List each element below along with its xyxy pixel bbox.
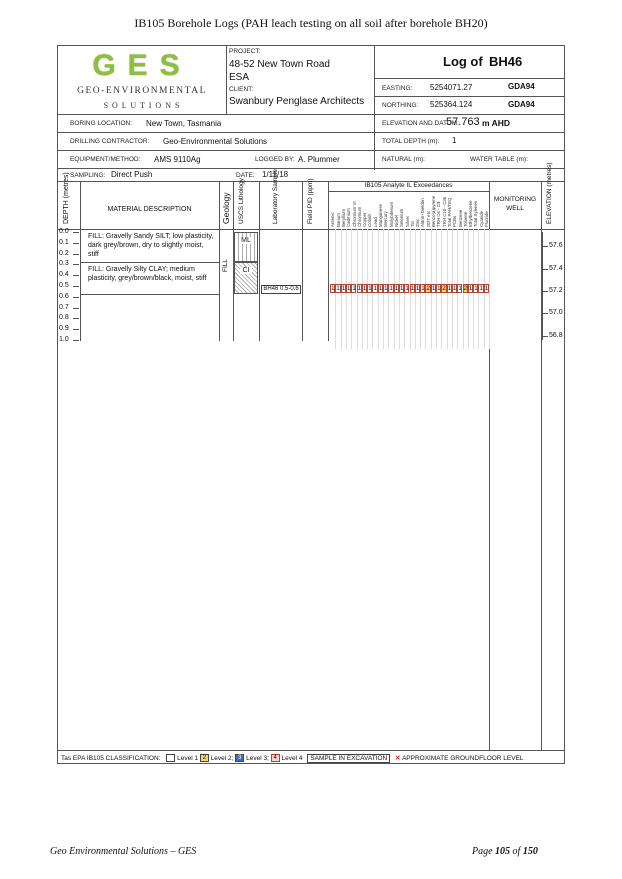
analyte-name: Nickel	[393, 215, 399, 227]
exceedance-cell: 1	[468, 285, 473, 292]
depth-tick	[73, 286, 79, 287]
elevation-label: ELEVATION AND DATUM:	[382, 120, 459, 127]
exceedance-cell: 2	[426, 285, 431, 292]
legend-sample-box: SAMPLE IN EXCAVATION	[307, 754, 390, 763]
footer-page-total: 150	[522, 846, 538, 857]
exceedance-cell: 2	[463, 285, 468, 292]
exceedance-cell: 1	[405, 285, 409, 292]
exceedance-cell: 1	[368, 285, 372, 292]
exceedance-cell: 1	[362, 285, 367, 292]
depth-column-header: DEPTH (metres)	[63, 172, 70, 224]
exceedance-cell: 1	[437, 285, 441, 292]
analyte-name: Total Xylenes	[473, 200, 479, 227]
elevation-axis-line	[542, 232, 543, 340]
water-table-label: WATER TABLE (m):	[470, 156, 528, 163]
logo-letters: GES	[92, 49, 192, 82]
analyte-name: Chromium VI	[351, 201, 357, 227]
elevation-tick-label: 57.0	[549, 309, 563, 316]
legend-cross-icon: ✕	[395, 755, 401, 762]
analyte-name: Silver	[404, 216, 410, 227]
equipment-value: AMS 9110Ag	[154, 155, 201, 164]
analyte-name: TRH C10 - C36	[441, 196, 447, 227]
analyte-name: Chromium	[356, 206, 362, 227]
northing-datum: GDA94	[508, 100, 535, 109]
depth-tick	[73, 340, 79, 341]
exceedance-cell: 1	[421, 285, 425, 292]
exceedance-cell: 1	[352, 285, 356, 292]
page-title: IB105 Borehole Logs (PAH leach testing on all soil after borehole BH20)	[134, 16, 488, 30]
boring-location-label: BORING LOCATION:	[70, 120, 132, 127]
depth-tick	[73, 254, 79, 255]
exceedance-cell: 1	[331, 285, 335, 292]
footer-page-of: of	[510, 846, 523, 857]
elevation-value: 57.763	[446, 116, 480, 128]
depth-tick	[73, 264, 79, 265]
exceedance-cell: 1	[394, 285, 399, 292]
analyte-name: Copper	[362, 212, 368, 227]
analyte-name: Manganese	[378, 204, 383, 227]
uscs-ml-label: ML	[239, 237, 253, 244]
analyte-column-header: IB105 Analyte IL Exceedances	[364, 182, 453, 189]
sampling-value: Direct Push	[111, 170, 153, 179]
footer-company: Geo Environmental Solutions – GES	[50, 846, 197, 857]
legend-groundfloor: APPROXIMATE GROUNDFLOOR LEVEL	[401, 755, 524, 762]
depth-tick-label: 0.4	[59, 271, 69, 279]
project-line1: 48-52 New Town Road	[229, 59, 330, 70]
elevation-tick-label: 57.6	[549, 242, 563, 249]
exceedance-cell: 1	[447, 285, 452, 292]
legend-level2-box: 2	[200, 754, 209, 762]
analyte-gridline	[489, 229, 490, 349]
elevation-tick-label: 57.4	[549, 265, 563, 272]
exceedance-cell: 1	[399, 285, 404, 292]
analyte-name: Fluoride	[484, 211, 489, 227]
analyte-name: Cobalt	[367, 214, 373, 227]
footer-page-prefix: Page	[472, 846, 496, 857]
depth-tick-label: 0.2	[59, 249, 69, 257]
exceedance-cell: 1	[336, 285, 340, 292]
exceedance-cell: 1	[458, 285, 462, 292]
monitoring-column-header: MONITORING WELL	[493, 196, 537, 212]
logged-by-label: LOGGED BY:	[255, 156, 295, 163]
exceedance-cell: 2	[442, 285, 446, 292]
depth-tick	[73, 243, 79, 244]
legend-bar	[61, 753, 563, 765]
depth-tick	[73, 275, 79, 276]
legend-level4-box: 4	[271, 754, 280, 762]
sampling-label: SAMPLING:	[70, 172, 106, 179]
footer-page-number: 105	[495, 846, 511, 857]
date-label: DATE:	[236, 172, 255, 179]
footer-page	[472, 846, 538, 857]
analyte-name: Mercury	[383, 211, 389, 227]
exceedance-cell: 1	[410, 285, 415, 292]
exceedance-cell: 1	[479, 285, 484, 292]
analyte-name: Toluene	[462, 211, 468, 227]
project-label: PROJECT:	[229, 48, 261, 55]
depth-tick	[73, 329, 79, 330]
lab-column-header: Laboratory Sample	[272, 169, 279, 224]
legend-level4: Level 4	[281, 755, 303, 762]
logged-by-value: A. Plummer	[298, 155, 340, 164]
geology-fill-label: FILL	[222, 258, 229, 272]
analyte-name: DDT etc	[425, 210, 431, 227]
analyte-name: TRH C6 - C9	[436, 201, 442, 227]
analyte-name: Beryllium	[340, 208, 346, 227]
pid-column-header: Field PID (ppm)	[307, 178, 314, 224]
elevation-tick-label: 57.2	[549, 287, 563, 294]
depth-tick-label: 0.7	[59, 303, 69, 311]
legend-label: Tas EPA IB105 CLASSIFICATION:	[61, 755, 161, 762]
analyte-name: Cyanide	[478, 210, 484, 227]
easting-value: 5254071.27	[430, 83, 473, 92]
depth-tick	[73, 297, 79, 298]
analyte-name: Benzo(a)pyrene	[431, 195, 436, 227]
ges-logo	[58, 46, 226, 116]
depth-tick-label: 0.6	[59, 292, 69, 300]
depth-tick	[73, 232, 79, 233]
exceedance-cell: 1	[452, 285, 457, 292]
material-column-header: MATERIAL DESCRIPTION	[107, 206, 192, 213]
legend-level2: Level 2;	[210, 755, 234, 762]
depth-tick	[73, 318, 79, 319]
northing-label: NORTHING:	[382, 102, 419, 109]
project-line2: ESA	[229, 72, 250, 83]
elevation-tick-label: 56.8	[549, 332, 563, 339]
legend-level1: Level 1	[177, 755, 199, 762]
exceedance-cell: 1	[373, 285, 378, 292]
analyte-name: PCBs	[452, 215, 458, 227]
total-depth-value: 1	[452, 136, 457, 145]
analyte-name: Molybdenum	[388, 201, 394, 227]
layer-1-description: FILL: Gravelly Sandy SILT; low plasticity, dark grey/brown, dry to slightly moist, stiff	[88, 233, 214, 258]
analyte-name: Tin	[409, 221, 415, 227]
depth-tick-label: 0.8	[59, 314, 69, 322]
total-depth-label: TOTAL DEPTH (m):	[382, 138, 440, 145]
client-label: CLIENT:	[229, 86, 254, 93]
depth-tick	[73, 308, 79, 309]
analyte-name: Lead	[372, 217, 378, 227]
natural-label: NATURAL (m):	[382, 156, 425, 163]
analyte-name: Selenium	[399, 208, 405, 227]
exceedance-cell: 1	[431, 285, 436, 292]
uscs-ci-label: CI	[240, 267, 252, 274]
depth-tick-label: 0.3	[59, 260, 69, 268]
log-id: BH46	[489, 54, 523, 69]
log-of-label: Log of	[443, 54, 483, 69]
exceedance-cell: 1	[346, 285, 351, 292]
legend-level1-box	[166, 754, 175, 762]
exceedance-cell: 1	[389, 285, 393, 292]
boring-location-value: New Town, Tasmania	[146, 119, 222, 128]
uscs-column-header: USCS Lithology	[238, 178, 245, 224]
analyte-name: Arsenic	[330, 212, 336, 227]
date-value: 1/11/18	[262, 170, 289, 179]
equipment-label: EQUIPMENT/METHOD:	[70, 156, 141, 163]
depth-tick-label: 0.0	[59, 228, 69, 235]
exceedance-cell: 1	[357, 285, 362, 292]
exceedance-cell: 1	[474, 285, 478, 292]
easting-label: EASTING:	[382, 85, 413, 92]
uscs-ci-block	[234, 262, 258, 294]
legend-level3: Level 3;	[246, 755, 269, 762]
layer-2-description: FILL: Gravelly Silty CLAY; medium plasticity, grey/brown/black, moist, stiff	[88, 266, 207, 282]
uscs-ml-block	[234, 232, 258, 262]
borehole-log-sheet	[57, 45, 565, 764]
exceedance-cell: 1	[384, 285, 388, 292]
client-name: Swanbury Penglase Architects	[229, 96, 365, 107]
exceedance-cell: 1	[378, 285, 383, 292]
depth-tick-label: 0.5	[59, 282, 69, 289]
analyte-name: Benzene	[457, 209, 463, 227]
contractor-value: Geo-Environmental Solutions	[163, 137, 268, 146]
exceedance-cell: 1	[341, 285, 346, 292]
easting-datum: GDA94	[508, 82, 535, 91]
analyte-name: Aldrin+Dieldrin	[420, 198, 426, 227]
logo-line1: GEO-ENVIRONMENTAL	[77, 86, 207, 96]
analyte-name: Cadmium	[346, 208, 352, 227]
exceedance-cell: 1	[484, 285, 489, 292]
legend-level3-box: 3	[235, 754, 244, 762]
logo-line2: S O L U T I O N S	[103, 101, 181, 110]
elevation-unit: m AHD	[482, 118, 511, 128]
contractor-label: DRILLING CONTRACTOR:	[70, 138, 150, 145]
lab-sample-box: BH46 0.5-0.6	[261, 285, 301, 294]
depth-tick-label: 1.0	[59, 336, 69, 343]
analyte-name: Zinc	[415, 218, 421, 227]
elevation-column-header: ELEVATION (metres)	[546, 162, 553, 224]
exceedance-cell: 1	[415, 285, 420, 292]
geology-column-header: Geology	[221, 192, 231, 224]
analyte-name: Total PAH/TEQ	[446, 197, 452, 227]
northing-value: 525364.124	[430, 100, 473, 109]
analyte-name: Ethylbenzene	[468, 200, 474, 227]
depth-tick-label: 0.9	[59, 325, 69, 333]
depth-tick-label: 0.1	[59, 238, 69, 246]
analyte-name: Barium	[335, 213, 341, 227]
